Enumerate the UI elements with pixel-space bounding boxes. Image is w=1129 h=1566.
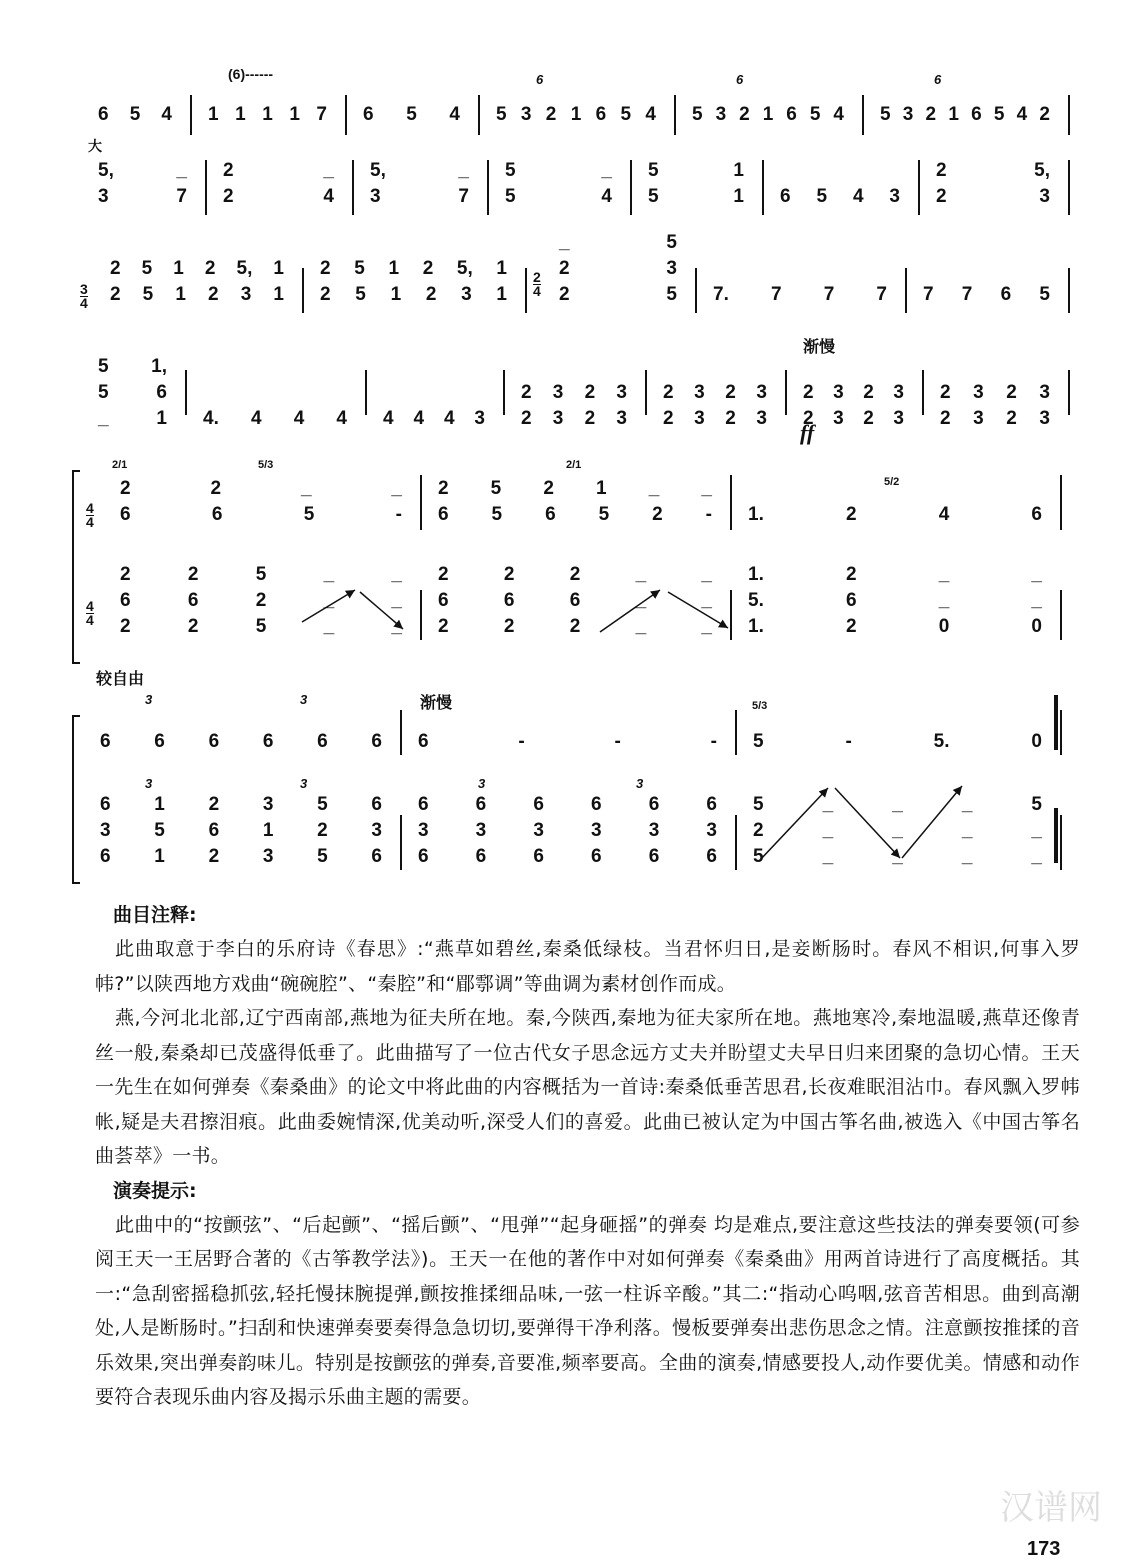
watermark-logo: 汉谱网 — [1000, 1488, 1102, 1528]
note-line: 5 3 2 1 6 5 4 — [496, 104, 656, 125]
note-line: 5 3 2 1 6 5 4 — [692, 104, 844, 125]
tempo-freely: 较自由 — [96, 671, 145, 688]
note-line: 2 _ _ _ _ — [753, 820, 1042, 841]
measure — [793, 380, 914, 432]
barline — [205, 160, 207, 215]
barline — [302, 268, 304, 313]
grace-note: 2/1 — [112, 459, 128, 471]
note-line: 3 3 3 3 3 3 — [418, 820, 717, 841]
final-barline — [1054, 808, 1058, 863]
barline — [905, 268, 907, 313]
tuplet-label: 3 — [145, 692, 153, 707]
barline — [345, 95, 347, 135]
note-line: 5, _ — [370, 160, 469, 181]
tuplet-label: 3 — [145, 776, 153, 791]
note-line: 2 5 2 1 _ _ — [438, 478, 712, 499]
barline — [420, 475, 422, 530]
grace-note: 5/3 — [752, 700, 768, 712]
note-line: 5 1 — [648, 186, 744, 207]
da-marking: 大 — [88, 138, 102, 154]
measure — [428, 562, 722, 640]
barline — [762, 160, 764, 215]
note-line: 2 3 2 3 — [803, 408, 904, 429]
note-line: 2 3 2 3 — [940, 408, 1050, 429]
barline — [185, 370, 187, 415]
measure — [88, 102, 182, 128]
barline — [487, 160, 489, 215]
measure — [310, 256, 517, 308]
note-line: 1. 2 0 0 — [748, 616, 1042, 637]
tips-paragraph: 此曲中的“按颤弦”、“后起颤”、“摇后颤”、“甩弹”“起身砸摇”的弹奏 均是难点,要注意这些技法的弹奏要领(可参阅王天一王居野合著的《古筝教学法》)。王天一在他的著作中对如何弹奏《秦桑曲》用两首诗进行了高度概括。其一:“急刮密摇稳抓弦,轻托慢抹腕提弹,颤按推揉细品味,一弦一柱诉辛酸。”其二:“指动心呜咽,弦音苦相思。曲到高潮处,人是断肠时。”扫刮和快速弹奏要奏得急急切切,要弹得干净利落。慢板要弹奏出悲伤思念之情。注意颤按推揉的音乐效果,突出弹奏韵味儿。特别是按颤弦的弹奏,音要准,频率要高。全曲的演奏,情感要投人,动作要优美。情感和动作要符合表现乐曲内容及揭示乐曲主题的需要。 — [95, 1213, 1080, 1408]
note-line: 2 3 2 3 — [803, 382, 904, 403]
note-line: 6 6 2 _ _ — [120, 590, 402, 611]
note-line: 2 2 _ _ — [120, 478, 402, 499]
measure — [110, 562, 412, 640]
measure — [408, 792, 727, 870]
tuplet-label: 3 — [478, 776, 486, 791]
note-line: 3 5 6 1 2 3 — [100, 820, 382, 841]
note-line: 2 5 1 2 3 1 — [110, 284, 284, 305]
note-line: 6 6 6 6 6 6 — [418, 846, 717, 867]
note-line: 2 3 — [936, 186, 1050, 207]
time-signature-2-4: 2 4 — [533, 269, 541, 299]
barline — [735, 710, 737, 755]
text-section — [95, 898, 1080, 1415]
barline — [645, 370, 647, 415]
grace-note: 5/2 — [884, 476, 900, 488]
measure — [913, 282, 1060, 308]
barline — [525, 268, 527, 313]
note-line: 2 5 1 2 5, 1 — [110, 258, 284, 279]
tuplet-label: 3 — [300, 692, 308, 707]
barline — [1068, 160, 1070, 215]
page-number: 173 — [1027, 1538, 1061, 1560]
note-line: 3 7 — [370, 186, 469, 207]
note-line: 6 5 4 — [363, 104, 460, 125]
note-line: 2 2 5 _ _ — [120, 564, 402, 585]
barline — [1060, 590, 1062, 640]
note-line: 5 4 — [505, 186, 612, 207]
note-line: 6 6 6 6 6 6 — [100, 731, 382, 752]
measure — [926, 158, 1060, 210]
time-signature-4-4: 4 4 — [86, 598, 94, 628]
measure — [870, 102, 1060, 128]
tuplet-label: 3 — [636, 776, 644, 791]
note-line: 2 2 2 _ _ — [438, 564, 712, 585]
time-signature-4-4: 4 4 — [86, 500, 94, 530]
barline — [420, 590, 422, 640]
grace-note: 2/1 — [566, 459, 582, 471]
measure — [930, 380, 1060, 432]
notes-paragraph: 此曲取意于李白的乐府诗《春思》:“燕草如碧丝,秦桑低绿枝。当君怀归日,是妾断肠时。春风不相识,何事入罗帏?”以陕西地方戏曲“碗碗腔”、“秦腔”和“郿鄠调”等曲调为素材创作而成。 — [95, 938, 1080, 995]
note-line: 2 5 1 2 5, 1 — [320, 258, 507, 279]
barline — [862, 95, 864, 135]
barline — [400, 815, 402, 870]
note-line: 6 6 6 6 6 6 — [418, 794, 717, 815]
note-line: 2 5, — [936, 160, 1050, 181]
note-line: 3 7 — [98, 186, 187, 207]
measure — [110, 476, 412, 528]
measure — [373, 406, 495, 432]
grace-note-bracket: (6)------ — [228, 66, 274, 82]
barline — [922, 370, 924, 415]
barline — [918, 160, 920, 215]
note-line: 2 3 — [559, 258, 677, 279]
note-line: 5 - 5. 0 — [753, 731, 1042, 752]
barline — [735, 815, 737, 870]
note-line: _ 1 — [98, 408, 167, 429]
note-line: 5 3 2 1 6 5 4 2 — [880, 104, 1050, 125]
note-line: 2 3 2 3 — [521, 408, 627, 429]
note-line: 5 6 — [98, 382, 167, 403]
ritardando-marking: 渐慢 — [803, 339, 836, 356]
barline — [478, 95, 480, 135]
measure — [198, 102, 337, 128]
barline — [352, 160, 354, 215]
barline — [503, 370, 505, 415]
notes-paragraph: 燕,今河北北部,辽宁西南部,燕地为征夫所在地。秦,今陕西,秦地为征夫家所在地。燕地寒冷,秦地温暖,燕草还像青丝一般,秦桑却已茂盛得低垂了。此曲描写了一位古代女子思念远方丈夫并盼望丈夫早日归来团聚的急切心情。王天一先生在如何弹奏《秦桑曲》的论文中将此曲的内容概括为一首诗:秦桑低垂苦思君,长夜难眠泪沾巾。春风飘入罗帏帐,疑是夫君擦泪痕。此曲委婉情深,优美动听,深受人们的喜爱。此曲已被认定为中国古筝名曲,被选入《中国古筝名曲荟萃》一书。 — [95, 1007, 1080, 1167]
barline — [1068, 95, 1070, 135]
note-line: 7. 7 7 7 — [713, 284, 887, 305]
note-line: 6 5 4 3 — [780, 186, 900, 207]
measure — [193, 406, 357, 432]
note-line: 2 2 2 _ _ — [438, 616, 712, 637]
measure — [360, 158, 479, 210]
note-line: 2 3 2 3 — [940, 382, 1050, 403]
note-line: 7 7 6 5 — [923, 284, 1050, 305]
note-line: 1. 2 _ _ — [748, 564, 1042, 585]
measure — [738, 502, 1052, 528]
note-line: 2 3 2 3 — [663, 382, 767, 403]
grace-note: 5/3 — [258, 459, 274, 471]
tips-heading: 演奏提示: — [113, 1179, 197, 1202]
measure — [738, 562, 1052, 640]
note-line: 5 _ — [505, 160, 612, 181]
note-line: 2 _ — [223, 160, 334, 181]
note-line: 2 5 1 2 3 1 — [320, 284, 507, 305]
note-line: 2 4 — [223, 186, 334, 207]
measure — [88, 354, 177, 432]
note-line: 6 6 5 - — [120, 504, 402, 525]
barline — [730, 475, 732, 530]
barline — [1060, 475, 1062, 530]
barline — [365, 370, 367, 415]
measure — [770, 184, 910, 210]
measure — [511, 380, 637, 432]
note-line: 2 3 2 3 — [521, 382, 627, 403]
note-line: 4 4 4 3 — [383, 408, 485, 429]
note-line: 6 1 2 3 5 6 — [100, 846, 382, 867]
measure — [703, 282, 897, 308]
note-line: 1. 2 4 6 — [748, 504, 1042, 525]
barline — [695, 268, 697, 313]
barline — [730, 590, 732, 640]
note-line: 6 1 2 3 5 6 — [100, 794, 382, 815]
measure — [353, 102, 470, 128]
measure — [653, 380, 777, 432]
note-line: 4. 4 4 4 — [203, 408, 347, 429]
note-line: 6 6 6 _ _ — [438, 590, 712, 611]
note-line: 6 5 6 5 2 - — [438, 504, 712, 525]
final-barline — [1054, 695, 1058, 750]
barline — [785, 370, 787, 415]
note-line: 6 - - - — [418, 731, 717, 752]
note-line: 5, _ — [98, 160, 187, 181]
ritardando-marking: 渐慢 — [420, 695, 453, 712]
measure — [408, 729, 727, 755]
measure — [100, 256, 294, 308]
measure — [213, 158, 344, 210]
barline — [1068, 370, 1070, 415]
measure — [682, 102, 854, 128]
note-line: 2 2 5 _ _ — [120, 616, 402, 637]
barline — [630, 160, 632, 215]
measure — [90, 792, 392, 870]
time-signature-3-4: 3 4 — [80, 281, 88, 311]
note-line: _ 5 — [559, 232, 677, 253]
tuplet-label: 3 — [300, 776, 308, 791]
barline — [1068, 268, 1070, 313]
note-line: 5 1, — [98, 356, 167, 377]
measure — [549, 230, 687, 308]
barline — [400, 710, 402, 755]
barline — [674, 95, 676, 135]
measure — [743, 792, 1052, 870]
note-line: 6 5 4 — [98, 104, 172, 125]
note-line: 2 5 — [559, 284, 677, 305]
note-line: 5 1 — [648, 160, 744, 181]
measure — [638, 158, 754, 210]
measure — [88, 158, 197, 210]
measure — [486, 102, 666, 128]
dynamic-ff: ff — [800, 420, 815, 445]
barline — [1060, 710, 1062, 755]
measure — [90, 729, 392, 755]
note-line: 5. 6 _ _ — [748, 590, 1042, 611]
measure — [428, 476, 722, 528]
tuplet-label: 6 — [536, 72, 544, 87]
note-line: 1 1 1 1 7 — [208, 104, 327, 125]
note-line: 2 3 2 3 — [663, 408, 767, 429]
measure — [495, 158, 622, 210]
measure — [743, 729, 1052, 755]
notes-heading: 曲目注释: — [113, 904, 197, 926]
note-line: 5 _ _ _ 5 — [753, 794, 1042, 815]
note-line: 5 _ _ _ _ — [753, 846, 1042, 867]
tuplet-label: 6 — [736, 72, 744, 87]
barline — [1060, 815, 1062, 870]
tuplet-label: 6 — [934, 72, 942, 87]
barline — [190, 95, 192, 135]
